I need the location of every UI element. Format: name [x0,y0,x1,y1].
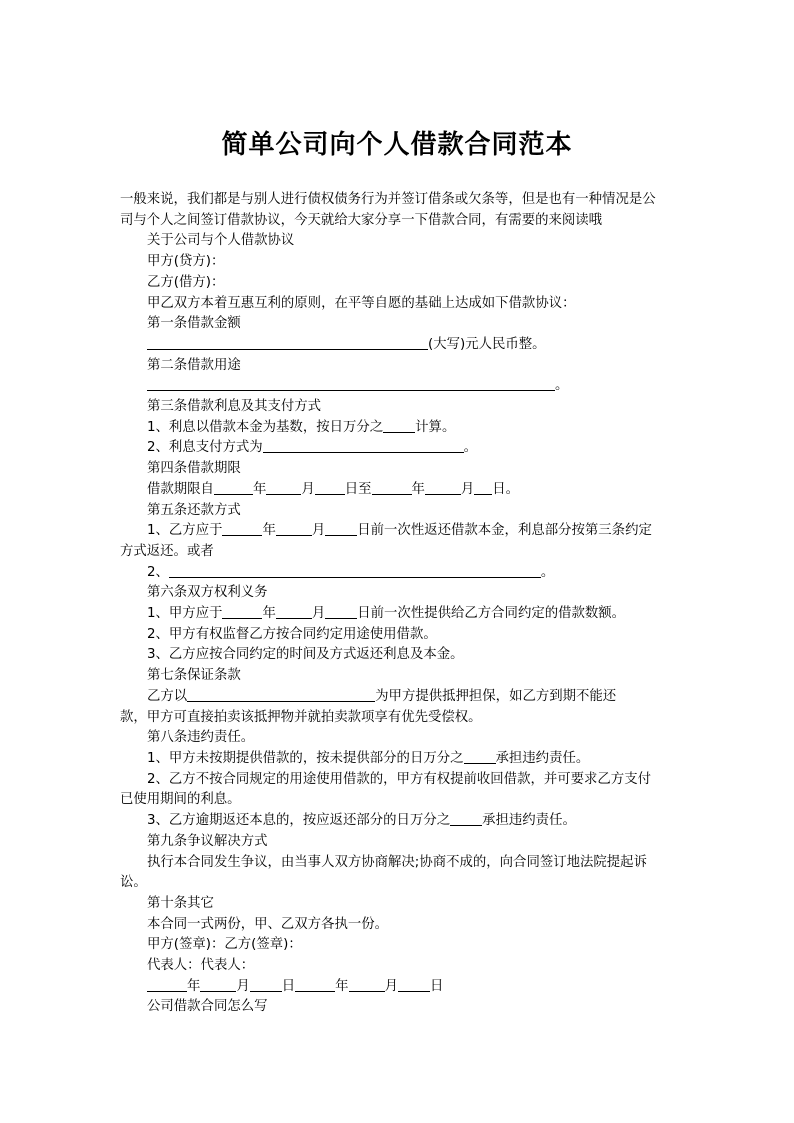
article-8-title: 第八条违约责任。 [147,730,255,746]
article-9-line-1: 执行本合同发生争议，由当事人双方协商解决;协商不成的，向合同签订地法院提起诉 [147,854,647,870]
article-5-title: 第五条还款方式 [147,502,241,518]
article-7-line-1: 乙方以 为甲方提供抵押担保，如乙方到期不能还 [147,688,617,704]
document-body [120,190,676,1018]
article-7-title: 第七条保证条款 [147,668,241,684]
article-4-period: 借款期限自 年 月 日至 年 月 日。 [147,481,520,497]
article-8-item-3: 3、乙方逾期返还本息的，按应返还部分的日万分之 承担违约责任。 [147,813,576,829]
article-1-title: 第一条借款金额 [147,316,241,332]
article-5-item-1-cont: 方式返还。或者 [120,543,214,559]
amount-blank [147,335,428,350]
article-3-item-1: 1、利息以借款本金为基数，按日万分之 计算。 [147,419,456,435]
article-6-item-2: 2、甲方有权监督乙方按合同约定用途使用借款。 [147,626,437,642]
article-9-title: 第九条争议解决方式 [147,833,268,849]
article-5-item-2: 2、 。 [147,564,555,580]
article-3-item-2: 2、利息支付方式为 。 [147,440,478,456]
representatives-line: 代表人：代表人： [147,958,255,974]
preamble: 甲乙双方本着互惠互利的原则，在平等自愿的基础上达成如下借款协议： [147,295,576,311]
article-8-item-1: 1、甲方未按期提供借款的，按未提供部分的日万分之 承担违约责任。 [147,750,590,766]
agreement-heading: 关于公司与个人借款协议 [147,233,295,249]
date-line: 年 月 日 年 月 日 [120,977,676,998]
article-10-text: 本合同一式两份，甲、乙双方各执一份。 [147,916,389,932]
article-8-item-2: 2、乙方不按合同规定的用途使用借款的，甲方有权提前收回借款，并可要求乙方支付 [147,771,651,787]
intro-line-2: 司与个人之间签订借款协议，今天就给大家分享一下借款合同，有需要的来阅读哦 [120,212,603,228]
article-9-line-2: 讼。 [120,875,147,891]
article-10-title: 第十条其它 [147,895,214,911]
article-6-title: 第六条双方权利义务 [147,585,268,601]
article-2-title: 第二条借款用途 [147,357,241,373]
intro-line-1: 一般来说，我们都是与别人进行债权债务行为并签订借条或欠条等，但是也有一种情况是公 [120,192,656,207]
footer-link[interactable]: 公司借款合同怎么写 [147,999,268,1015]
lender-field: 甲方(贷方)： [147,254,225,270]
purpose-blank [147,376,555,391]
article-4-title: 第四条借款期限 [147,461,241,477]
article-6-item-3: 3、乙方应按合同约定的时间及方式返还利息及本金。 [147,647,464,663]
document-title: 简单公司向个人借款合同范本 [221,130,573,160]
article-1-line: (大写)元人民币整。 [120,335,676,356]
article-5-item-1: 1、乙方应于 年 月 日前一次性返还借款本金，利息部分按第三条约定 [147,523,652,539]
signatures-line: 甲方(签章)：乙方(签章)： [147,937,302,953]
article-3-title: 第三条借款利息及其支付方式 [147,399,322,415]
article-7-line-2: 款，甲方可直接拍卖该抵押物并就拍卖款项享有优先受偿权。 [120,709,482,725]
article-2-line: 。 [120,376,676,397]
borrower-field: 乙方(借方)： [147,274,225,290]
article-8-item-2-cont: 已使用期间的利息。 [120,792,241,808]
article-6-item-1: 1、甲方应于 年 月 日前一次性提供给乙方合同约定的借款数额。 [147,606,626,622]
